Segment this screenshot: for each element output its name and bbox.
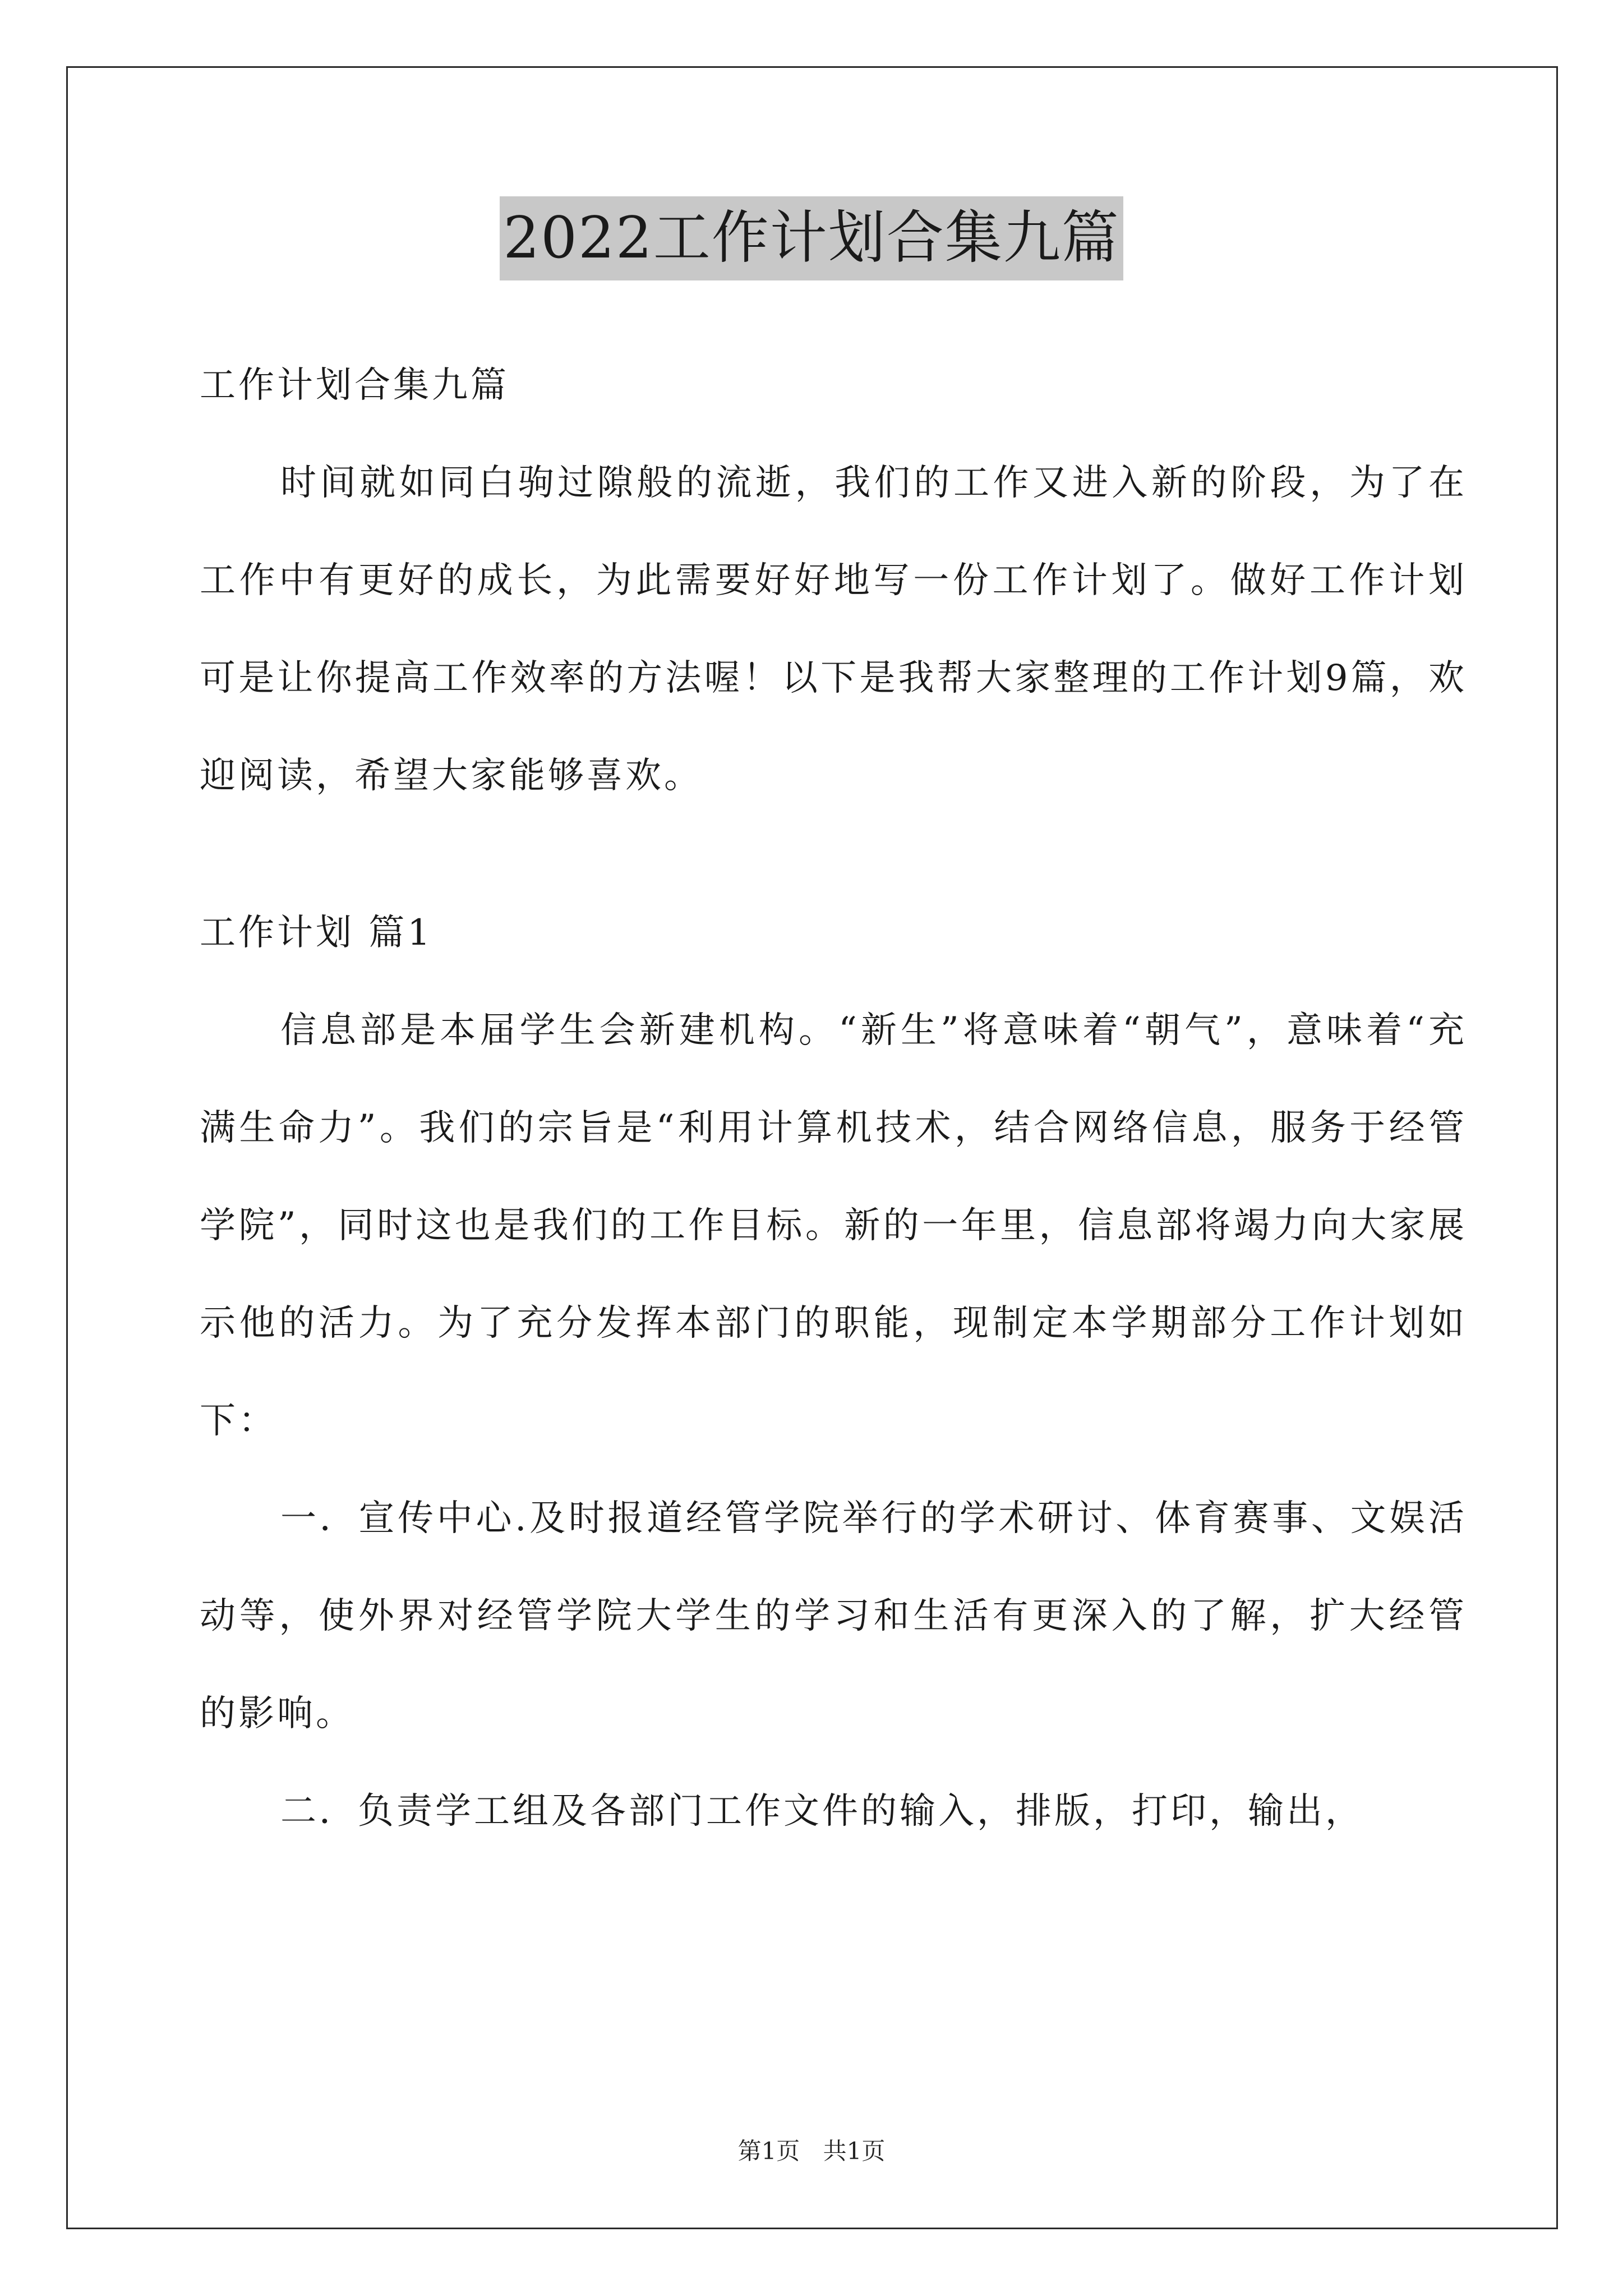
- title-container: [0, 196, 1623, 280]
- body-paragraph: 二．负责学工组及各部门工作文件的输入，排版，打印，输出，: [280, 1791, 1364, 1832]
- intro-paragraph: 时间就如同白驹过隙般的流逝，我们的工作又进入新的阶段，为了在工作中有更好的成长，为此需要好好地写一份工作计划了。做好工作计划可是让你提高工作效率的方法喔！以下是我帮大家整理的工作计划9篇，欢迎阅读，希望大家能够喜欢。: [200, 462, 1467, 797]
- section-spacer: [200, 825, 1467, 884]
- body-paragraph: 信息部是本届学生会新建机构。“新生”将意味着“朝气”，意味着“充满生命力”。我们的宗旨是“利用计算机技术，结合网络信息，服务于经管学院”，同时这也是我们的工作目标。新的一年里，信息部将竭力向大家展示他的活力。为了充分发挥本部门的职能，现制定本学期部分工作计划如下：: [200, 1010, 1467, 1442]
- document-title: 2022工作计划合集九篇: [500, 196, 1123, 280]
- document-body: [200, 337, 1467, 1860]
- body-paragraph: 一．宣传中心.及时报道经管学院举行的学术研讨、体育赛事、文娱活动等，使外界对经管学院大学生的学习和生活有更深入的了解，扩大经管的影响。: [200, 1498, 1467, 1734]
- section-heading: 工作计划 篇1: [200, 912, 434, 954]
- document-subtitle: 工作计划合集九篇: [200, 365, 509, 406]
- page-total: 共1页: [823, 2137, 886, 2165]
- page-number: 第1页: [737, 2137, 800, 2165]
- page-footer: [0, 2134, 1623, 2168]
